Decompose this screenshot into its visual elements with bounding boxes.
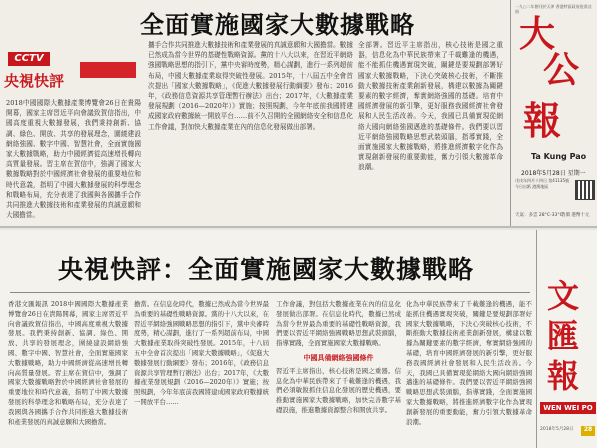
masthead-price: 售價 港幣十元 [561, 213, 590, 218]
wwp-english-name: WEN WEI PO [540, 402, 596, 414]
qr-code-icon [575, 180, 595, 200]
article-column-3: 全部署。習近平主席指出，核心技術是國之重器，信息化為中華民族帶來了千載難逢的機遇，能不能抓住機遇實現突破，關鍵是要規劃部署好國家大數據戰略，下決心突破核心技術，不斷推動大數據技術產業創新發展，構建以數據為關鍵要素的數字經濟，奪實網絡強國的基礎。培育中國經濟發展的新引擎，更好服務我國經濟社會發展和人民生活改善。今天，我國已具備實現從網絡大國向網絡強國邁進的基礎條件。我們要以習近平網絡強國戰略思想武裝頭腦，指導實踐，全面實施國家大數據戰略，將推進經濟數字化作為實現創新發展的重要動能，奮力引領大數據革命浪潮。 [358, 41, 503, 172]
masthead-date: 2018年5月28日 星期一 [521, 170, 586, 177]
article-column-2: 攜手合作共同推進大數據技術和產業發展的真誠意願和大國擔當。數據已然成為當今世界的基礎性戰略資源。黨的十八大以來，在習近平網絡強國戰略思想的指引下，黨中央審時度勢，精心謀劃，進行一系列超前布局，中國大數據產業取得突破性發展。2015年，十八屆五中全會首次提出「國家大數據戰略」，《促進大數據發展行動綱要》發布；2016年，《政務信息資源共享管理暫行辦法》出台；2017年，《大數據產業發展規劃（2016—2020年）》實施；按照規劃，今年年底前我國將建成國家政府數據統一開放平台……前不久召開的全國網絡安全和信息化工作會議，對加快大數據產業在內的信息化發展做出部署。 [148, 41, 353, 131]
wwp-masthead-char-3: 報 [547, 357, 580, 395]
bottom-article-column-2: 擔當。在信息化時代，數據已然成為當今世界最為重要的基礎性戰略資源。黨的十八大以來，在習近平網絡強國戰略思想的指引下，黨中央審時度勢，精心謀劃，進行了一系列超前布局，中國大數據產業取得突破性發展。2015年，十八屆五中全會首次提出「國家大數據戰略」，《促進大數據發展行動綱要》發布；2016年，《政務信息資源共享管理暫行辦法》出台；2017年，《大數據產業發展規劃（2016—2020年）》實施；按照規劃，今年年底前我國將建成國家政府數據統一開放平台…… [134, 300, 269, 406]
bottom-column-3-text-cont: 習近平主席指出，核心技術是國之重器。信息化為中華民族帶來了千載難逢的機遇，我們必須敏銳抓住信息化發展的歷史機遇，要推動實施國家大數據戰略，加快完善數字基礎設施，推進數據資源整合和開放共享。 [276, 366, 401, 414]
wwp-masthead-char-2: 匯 [547, 317, 580, 355]
wwp-masthead-char-1: 文 [547, 277, 580, 315]
commentary-badge: 央視快評 [4, 72, 65, 90]
bottom-article-column-3 [276, 300, 401, 446]
wwp-date: 2018年5月28日 [540, 427, 574, 432]
bottom-article-column-1: 香港文匯報訊 2018中國國際大數據產業博覽會26日在貴陽開幕，國家主席習近平向會議致賀信指出，中國高度重視大數據發展。我們秉持創新、協調、綠色、開放、共享的發展理念，圍繞建設網絡強國、數字中國、智慧社會，全面實施國家大數據戰略，助力中國經濟從高速增長轉向高質量發展。習主席在賀信中，強調了國家大數據戰略對於中國經濟社會發展的重要地位和時代意義，指明了中國大數據發展的科學理念和戰略布局，充分表達了我國與各國攜手合作共同推進大數據技術和產業發展的真誠意願和大國擔當。 [8, 300, 128, 426]
section-subheading: 中國具備網絡強國條件 [303, 352, 374, 362]
masthead-top-line: 一九○二年創刊於天津 香港特區政府批准註冊 [515, 4, 592, 14]
wwp-page-number: 28 [581, 426, 595, 436]
wenweipo-page [0, 230, 597, 448]
bottom-column-3-text: 工作會議，對包括大數據產業在內的信息化發展做出部署。在信息化時代，數據已然成為當今世界最為重要的基礎性戰略資源，我們要以習近平網絡強國戰略思想武裝頭腦，指導實踐，全面實施國家大數據戰略。 [276, 300, 401, 348]
top-headline: 全面實施國家大數據戰略 [140, 10, 415, 39]
masthead-char-1: 大 [519, 13, 556, 55]
wenweipo-masthead [536, 230, 597, 448]
bottom-article-column-4: 化為中華民族帶來了千載難逢的機遇，能不能抓住機遇實現突破，關鍵是要規劃部署好國家大數據戰略，下決心突破核心技術，不斷推動大數據技術產業創新發展，構建以數據為關鍵要素的數字經濟，奪實網絡強國的基礎，培育中國經濟發展的新引擎，更好服務我國經濟社會發展和人民生活改善。今天，我國已具備實現從網絡大國向網絡強國邁進的基礎條件。我們要以習近平網絡強國戰略思想武裝頭腦，指導實踐，全面實施國家大數據戰略，將推進經濟數字化作為實現創新發展的重要動能，奮力引領大數據革命浪潮。 [406, 300, 532, 426]
masthead-weather: 天氣：多雲 28°C-33°C [515, 213, 563, 218]
masthead-info: 戊戌年四月十四日 第41135號 今日出紙 港澳地區 [515, 178, 569, 189]
headline-divider [10, 292, 530, 293]
article-column-1: 2018中國國際大數據產業博覽會26日在貴陽開幕，國家主席習近平向會議致賀信指出，中國高度重視大數據發展，我們秉持創新、協調、綠色、開放、共享的發展理念，圍繞建設網絡強國、數字中國、智慧社會，全面實施國家大數據戰略，助力中國經濟從高速增長轉向高質量發展。習主席在賀信中，強調了國家大數據戰略對於中國經濟社會發展的重要地位和時代意義，指明了中國大數據發展的科學理念和戰略布局，充分表達了我國與各國攜手合作共同推進大數據技術和產業發展的真誠意願和大國擔當。 [6, 99, 141, 220]
red-band-decoration [80, 62, 136, 78]
bottom-headline: 央視快評：全面實施國家大數據戰略 [58, 255, 475, 284]
cctv-logo: CCTV [8, 52, 50, 66]
masthead-char-2: 公 [543, 49, 580, 91]
takungpao-masthead [510, 0, 597, 228]
masthead-english: Ta Kung Pao [531, 152, 587, 161]
masthead-char-3: 報 [523, 98, 562, 143]
